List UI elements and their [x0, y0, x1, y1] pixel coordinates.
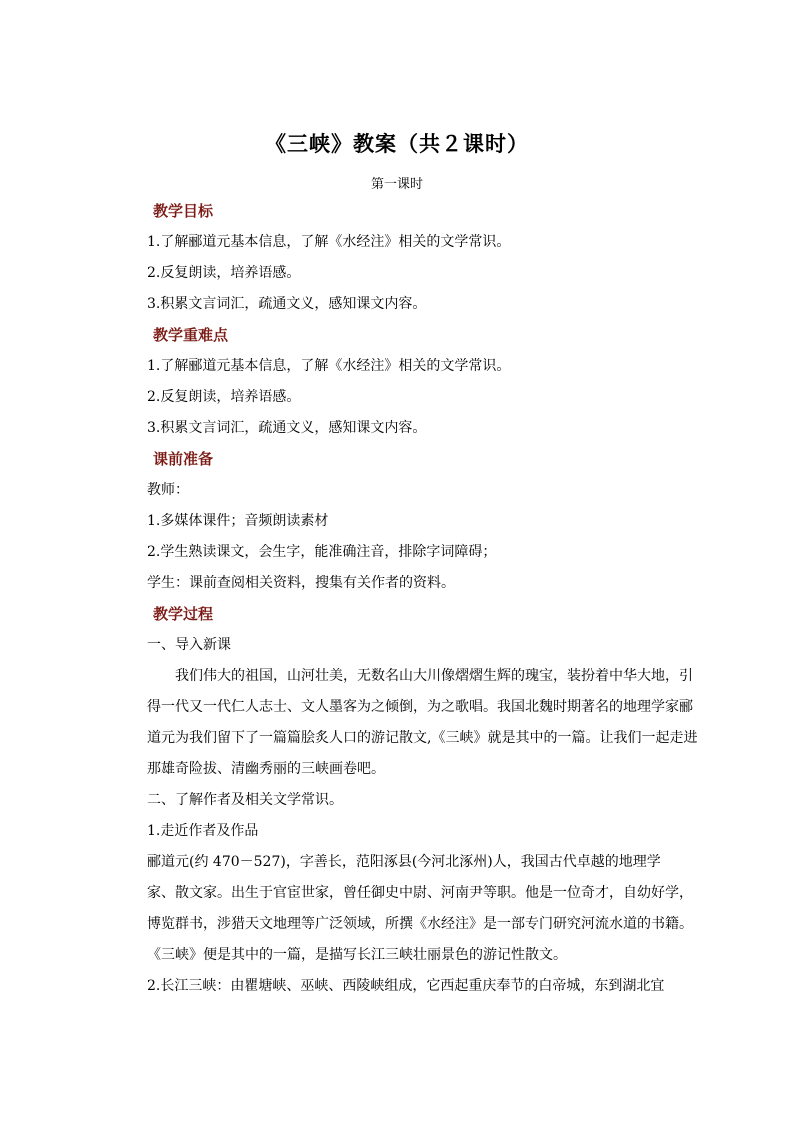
prep-item: 教师： [147, 482, 189, 498]
process-sub-1: 1.走近作者及作品 [119, 823, 259, 839]
heading-goals: 教学目标 [153, 202, 214, 220]
author-line: 博览群书，涉猎天文地理等广泛领域，所撰《水经注》是一部专门研究河流水道的书籍。 [147, 916, 693, 932]
keypoint-item: 1.了解郦道元基本信息，了解《水经注》相关的文学常识。 [147, 358, 511, 374]
heading-process: 教学过程 [153, 605, 214, 623]
goal-item: 2.反复朗读，培养语感。 [147, 265, 301, 281]
prep-item: 学生：课前查阅相关资料，搜集有关作者的资料。 [147, 575, 455, 591]
intro-line: 道元为我们留下了一篇篇脍炙人口的游记散文,《三峡》就是其中的一篇。让我们一起走进 [147, 730, 698, 746]
heading-prep: 课前准备 [153, 450, 214, 468]
intro-line: 得一代又一代仁人志士、文人墨客为之倾倒，为之歌唱。我国北魏时期著名的地理学家郦 [147, 699, 693, 715]
document-body [119, 196, 698, 1002]
keypoint-item: 2.反复朗读，培养语感。 [147, 389, 301, 405]
goal-item: 1.了解郦道元基本信息，了解《水经注》相关的文学常识。 [147, 234, 511, 250]
prep-item: 1.多媒体课件；音频朗读素材 [147, 513, 329, 529]
heading-keypoints: 教学重难点 [153, 326, 229, 344]
author-line: 家、散文家。出生于官宦世家，曾任御史中尉、河南尹等职。他是一位奇才，自幼好学， [147, 885, 693, 901]
author-line: 《三峡》便是其中的一篇，是描写长江三峡壮丽景色的游记性散文。 [147, 947, 567, 963]
intro-line: 我们伟大的祖国，山河壮美，无数名山大川像熠熠生辉的瑰宝，装扮着中华大地，引 [147, 668, 693, 684]
intro-line: 那雄奇险拔、清幽秀丽的三峡画卷吧。 [147, 761, 385, 777]
author-line: 郦道元(约 470－527)，字善长，范阳涿县(今河北涿州)人，我国古代卓越的地理学 [119, 854, 661, 870]
page-title: 《三峡》教案（共２课时） [265, 132, 529, 156]
process-sub-2: 2.长江三峡：由瞿塘峡、巫峡、西陵峡组成，它西起重庆奉节的白帝城，东到湖北宜 [119, 978, 665, 994]
prep-item: 2.学生熟读课文，会生字，能准确注音，排除字词障碍； [147, 544, 497, 560]
goal-item: 3.积累文言词汇，疏通文义，感知课文内容。 [147, 296, 427, 312]
process-step-1: 一、导入新课 [147, 637, 231, 653]
process-step-2: 二、了解作者及相关文学常识。 [119, 792, 343, 808]
keypoint-item: 3.积累文言词汇，疏通文义，感知课文内容。 [147, 420, 427, 436]
page-subtitle: 第一课时 [370, 177, 423, 192]
